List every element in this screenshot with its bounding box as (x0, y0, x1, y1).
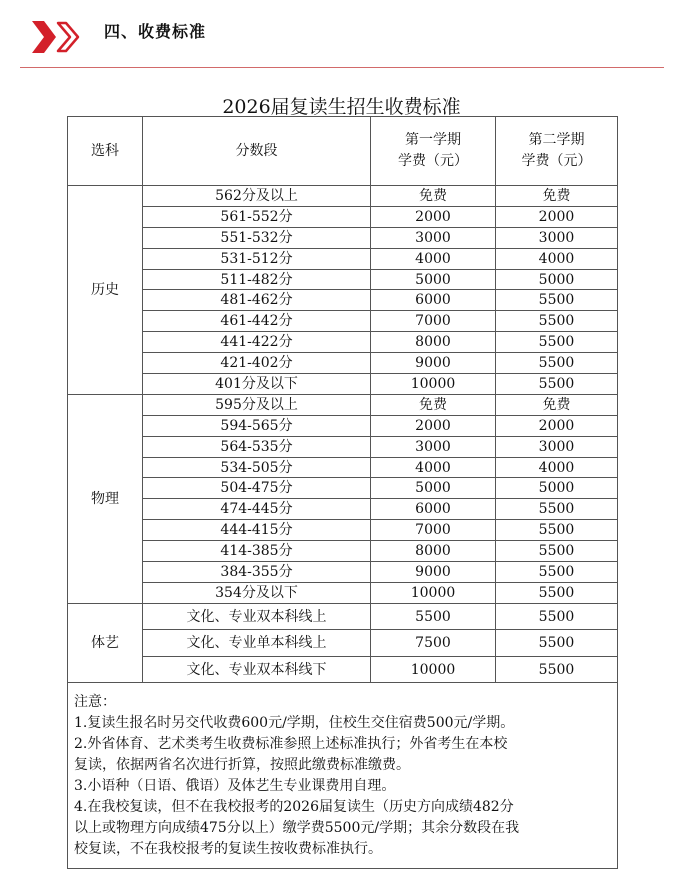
note-line: 以上或物理方向成绩475分以上）缴学费5500元/学期；其余分数段在我 (74, 820, 520, 837)
term1-fee-cell: 8000 (371, 541, 496, 562)
note-line: 校复读，不在我校报考的复读生按收费标准执行。 (74, 841, 382, 858)
score-range-cell: 531-512分 (143, 248, 371, 269)
score-range-cell: 474-445分 (143, 499, 371, 520)
score-range-cell: 504-475分 (143, 478, 371, 499)
term2-fee-cell: 5500 (496, 603, 618, 630)
section-header (0, 0, 674, 68)
header-term1-line1: 第一学期 (405, 132, 461, 148)
table-row (68, 415, 618, 436)
table-row (68, 269, 618, 290)
table-row (68, 630, 618, 657)
score-range-cell: 441-422分 (143, 332, 371, 353)
term2-fee-cell: 5500 (496, 353, 618, 374)
notes-heading: 注意： (74, 694, 116, 711)
term2-fee-cell: 5500 (496, 582, 618, 603)
header-term1-line2: 学费（元） (398, 153, 468, 169)
score-range-cell: 401分及以下 (143, 374, 371, 395)
term1-fee-cell: 3000 (371, 227, 496, 248)
header-term2-line2: 学费（元） (521, 153, 592, 169)
term1-fee-cell: 8000 (371, 332, 496, 353)
table-row (68, 656, 618, 683)
score-range-cell: 384-355分 (143, 562, 371, 583)
term2-fee-cell: 5500 (496, 332, 618, 353)
term2-fee-cell: 5000 (496, 478, 618, 499)
score-range-cell: 534-505分 (143, 457, 371, 478)
table-row (68, 457, 618, 478)
score-range-cell: 444-415分 (143, 520, 371, 541)
term1-fee-cell: 4000 (371, 248, 496, 269)
term2-fee-cell: 3000 (496, 436, 618, 457)
term2-fee-cell: 5500 (496, 562, 618, 583)
fee-table (67, 116, 618, 869)
score-range-cell: 595分及以上 (143, 394, 371, 415)
table-row (68, 603, 618, 630)
double-chevron-right-icon (28, 17, 84, 57)
score-range-cell: 421-402分 (143, 353, 371, 374)
score-range-cell: 文化、专业单本科线上 (143, 630, 371, 657)
term1-fee-cell: 6000 (371, 290, 496, 311)
term1-fee-cell: 10000 (371, 656, 496, 683)
term1-fee-cell: 9000 (371, 562, 496, 583)
term2-fee-cell: 5500 (496, 541, 618, 562)
table-row (68, 582, 618, 603)
term1-fee-cell: 5000 (371, 269, 496, 290)
term2-fee-cell: 4000 (496, 457, 618, 478)
header-term2 (496, 117, 618, 186)
term1-fee-cell: 免费 (371, 394, 496, 415)
term1-fee-cell: 7000 (371, 520, 496, 541)
term2-fee-cell: 5500 (496, 656, 618, 683)
table-row (68, 206, 618, 227)
term1-fee-cell: 2000 (371, 206, 496, 227)
header-term1 (371, 117, 496, 186)
table-row (68, 186, 618, 207)
score-range-cell: 文化、专业双本科线下 (143, 656, 371, 683)
term2-fee-cell: 5500 (496, 630, 618, 657)
header-term2-line1: 第二学期 (528, 132, 585, 148)
score-range-cell: 414-385分 (143, 541, 371, 562)
table-row (68, 499, 618, 520)
term2-fee-cell: 免费 (496, 394, 618, 415)
term2-fee-cell: 免费 (496, 186, 618, 207)
score-range-cell: 461-442分 (143, 311, 371, 332)
term1-fee-cell: 5000 (371, 478, 496, 499)
term1-fee-cell: 9000 (371, 353, 496, 374)
term1-fee-cell: 2000 (371, 415, 496, 436)
table-row (68, 541, 618, 562)
subject-cell: 体艺 (68, 603, 143, 683)
score-range-cell: 564-535分 (143, 436, 371, 457)
term1-fee-cell: 7000 (371, 311, 496, 332)
note-line: 复读，依据两省名次进行折算，按照此缴费标准缴费。 (74, 757, 410, 774)
notes-row (68, 683, 618, 869)
table-row (68, 478, 618, 499)
header-divider (20, 67, 664, 68)
score-range-cell: 511-482分 (143, 269, 371, 290)
term2-fee-cell: 4000 (496, 248, 618, 269)
term2-fee-cell: 3000 (496, 227, 618, 248)
table-row (68, 227, 618, 248)
table-row (68, 290, 618, 311)
note-line: 2.外省体育、艺术类考生收费标准参照上述标准执行；外省考生在本校 (74, 736, 508, 753)
term1-fee-cell: 3000 (371, 436, 496, 457)
table-row (68, 436, 618, 457)
score-range-cell: 562分及以上 (143, 186, 371, 207)
score-range-cell: 594-565分 (143, 415, 371, 436)
table-row (68, 248, 618, 269)
term2-fee-cell: 5500 (496, 520, 618, 541)
table-title: 2026届复读生招生收费标准 (222, 96, 461, 118)
term1-fee-cell: 7500 (371, 630, 496, 657)
notes-block (68, 683, 618, 869)
note-line: 1.复读生报名时另交代收费600元/学期，住校生交住宿费500元/学期。 (74, 715, 515, 732)
term2-fee-cell: 5500 (496, 311, 618, 332)
term1-fee-cell: 免费 (371, 186, 496, 207)
header-score-range: 分数段 (143, 117, 371, 186)
score-range-cell: 文化、专业双本科线上 (143, 603, 371, 630)
score-range-cell: 561-552分 (143, 206, 371, 227)
term2-fee-cell: 2000 (496, 206, 618, 227)
term2-fee-cell: 2000 (496, 415, 618, 436)
term2-fee-cell: 5500 (496, 374, 618, 395)
table-row (68, 353, 618, 374)
subject-cell: 历史 (68, 186, 143, 395)
term1-fee-cell: 5500 (371, 603, 496, 630)
term2-fee-cell: 5500 (496, 499, 618, 520)
term1-fee-cell: 10000 (371, 374, 496, 395)
table-row (68, 394, 618, 415)
term1-fee-cell: 6000 (371, 499, 496, 520)
note-line: 4.在我校复读，但不在我校报考的2026届复读生（历史方向成绩482分 (74, 799, 514, 816)
table-row (68, 562, 618, 583)
table-row (68, 311, 618, 332)
header-subject: 选科 (68, 117, 143, 186)
term1-fee-cell: 4000 (371, 457, 496, 478)
table-row (68, 374, 618, 395)
score-range-cell: 481-462分 (143, 290, 371, 311)
section-title: 四、收费标准 (104, 22, 207, 41)
table-header-row (68, 117, 618, 186)
score-range-cell: 354分及以下 (143, 582, 371, 603)
table-row (68, 332, 618, 353)
term2-fee-cell: 5000 (496, 269, 618, 290)
subject-cell: 物理 (68, 394, 143, 603)
score-range-cell: 551-532分 (143, 227, 371, 248)
table-row (68, 520, 618, 541)
term2-fee-cell: 5500 (496, 290, 618, 311)
note-line: 3.小语种（日语、俄语）及体艺生专业课费用自理。 (74, 778, 396, 795)
term1-fee-cell: 10000 (371, 582, 496, 603)
